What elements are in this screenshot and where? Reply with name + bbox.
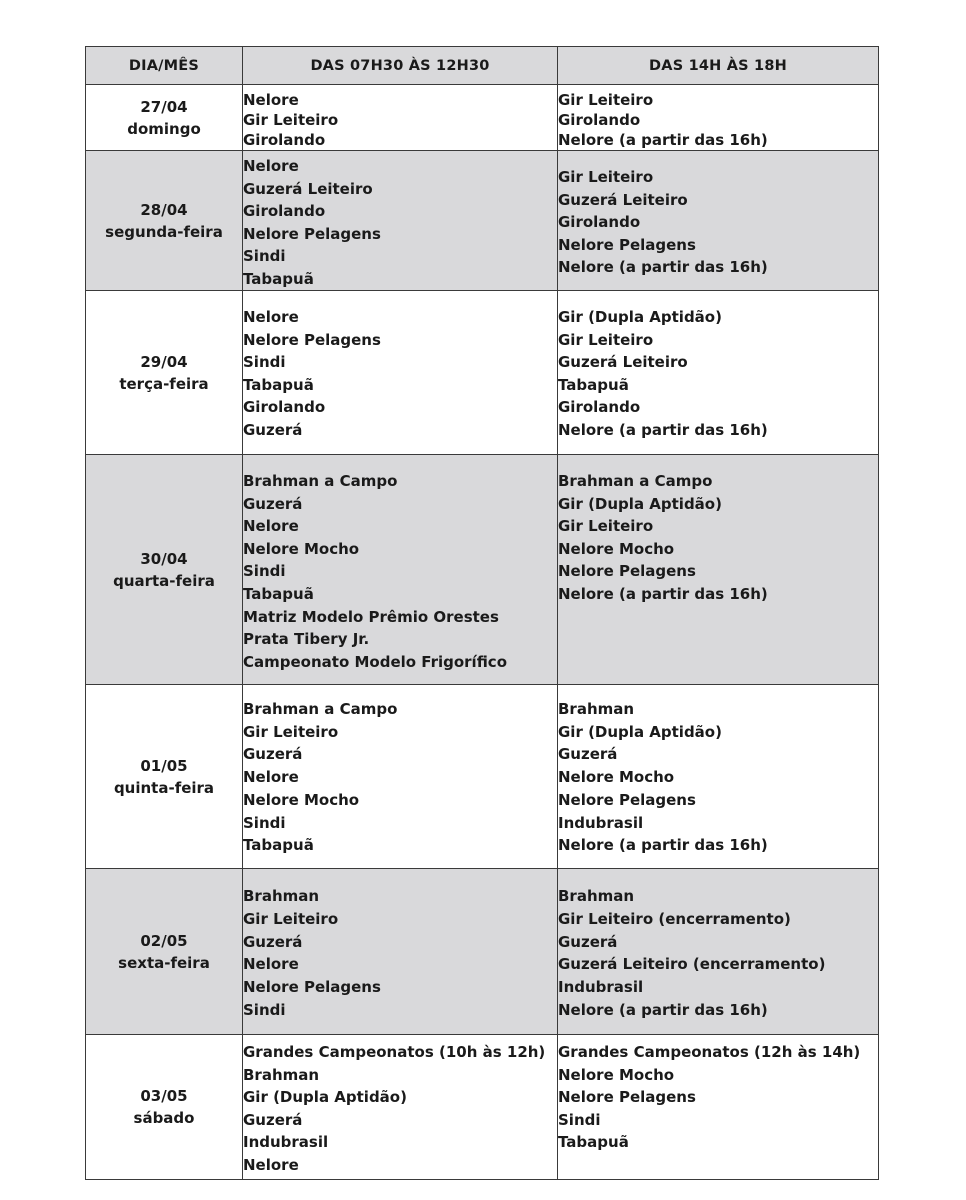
day-cell xyxy=(86,1035,243,1180)
breed-item: Indubrasil xyxy=(558,813,644,832)
breed-item: Gir (Dupla Aptidão) xyxy=(558,494,722,513)
breed-item: Nelore Mocho xyxy=(243,790,360,809)
weekday-label: domingo xyxy=(127,119,201,138)
breed-item: Sindi xyxy=(243,813,286,832)
breed-item: Matriz Modelo Prêmio Orestes xyxy=(243,607,499,626)
breed-item: Brahman xyxy=(243,887,320,905)
breed-item: Guzerá xyxy=(558,932,618,951)
table-row xyxy=(86,869,879,1035)
header-row xyxy=(86,47,879,85)
breed-item: Nelore xyxy=(243,157,299,175)
date-label: 01/05 xyxy=(140,756,188,775)
date-label: 30/04 xyxy=(140,549,188,568)
table-body xyxy=(86,85,879,1180)
morning-cell xyxy=(243,151,558,291)
breed-item: Nelore Pelagens xyxy=(243,978,381,997)
breed-item: Tabapuã xyxy=(243,836,314,855)
breed-item: Tabapuã xyxy=(243,375,314,394)
header-afternoon: DAS 14H ÀS 18H xyxy=(558,47,879,85)
morning-cell xyxy=(243,85,558,151)
morning-breed-list xyxy=(243,306,557,442)
afternoon-breed-list xyxy=(558,470,878,606)
breed-item: Gir Leiteiro xyxy=(558,517,654,536)
weekday-label: segunda-feira xyxy=(105,222,223,241)
day-cell xyxy=(86,85,243,151)
breed-item: Girolando xyxy=(558,398,641,417)
breed-item: Nelore Mocho xyxy=(243,539,360,558)
breed-item: Gir (Dupla Aptidão) xyxy=(558,308,722,326)
breed-item: Prata Tibery Jr. xyxy=(243,630,370,649)
breed-item: Nelore xyxy=(243,517,299,536)
afternoon-cell xyxy=(558,685,879,869)
weekday-label: terça-feira xyxy=(119,374,209,393)
morning-breed-list xyxy=(243,470,557,673)
afternoon-cell xyxy=(558,1035,879,1180)
breed-item: Nelore xyxy=(243,91,299,109)
breed-item: Nelore Mocho xyxy=(558,768,675,787)
breed-item: Gir (Dupla Aptidão) xyxy=(558,722,722,741)
breed-item: Nelore xyxy=(243,768,299,787)
afternoon-cell xyxy=(558,85,879,151)
breed-item: Brahman a Campo xyxy=(558,472,713,490)
table-row xyxy=(86,1035,879,1180)
afternoon-cell xyxy=(558,151,879,291)
breed-item: Nelore (a partir das 16h) xyxy=(558,836,768,855)
morning-breed-list xyxy=(243,1041,557,1177)
afternoon-breed-list xyxy=(558,306,878,442)
breed-item: Gir Leiteiro (encerramento) xyxy=(558,909,791,928)
breed-item: Gir (Dupla Aptidão) xyxy=(243,1088,407,1107)
morning-cell xyxy=(243,291,558,455)
breed-item: Gir Leiteiro xyxy=(558,168,654,186)
breed-item: Brahman xyxy=(558,887,635,905)
breed-item: Guzerá Leiteiro xyxy=(558,190,688,209)
breed-item: Nelore Mocho xyxy=(558,539,675,558)
date-label: 29/04 xyxy=(140,352,188,371)
afternoon-breed-list xyxy=(558,166,878,279)
breed-item: Brahman xyxy=(243,1065,320,1084)
breed-item: Gir Leiteiro xyxy=(243,722,339,741)
breed-item: Gir Leiteiro xyxy=(558,330,654,349)
breed-item: Girolando xyxy=(243,398,326,417)
weekday-label: sábado xyxy=(133,1109,195,1127)
date-label: 27/04 xyxy=(140,97,188,116)
day-cell xyxy=(86,685,243,869)
breed-item: Gir Leiteiro xyxy=(558,91,654,109)
breed-item: Nelore xyxy=(243,955,299,974)
breed-item: Brahman xyxy=(558,700,635,718)
afternoon-breed-list xyxy=(558,698,878,857)
breed-item: Guzerá xyxy=(243,1110,303,1129)
breed-item: Girolando xyxy=(243,131,326,149)
breed-item: Nelore Pelagens xyxy=(243,224,381,243)
breed-item: Sindi xyxy=(558,1110,601,1129)
afternoon-breed-list xyxy=(558,885,878,1022)
morning-cell xyxy=(243,455,558,685)
afternoon-cell xyxy=(558,291,879,455)
table-row xyxy=(86,455,879,685)
breed-item: Sindi xyxy=(243,247,286,265)
breed-item: Nelore Pelagens xyxy=(558,235,696,254)
breed-item: Girolando xyxy=(243,202,326,220)
day-cell xyxy=(86,455,243,685)
breed-item: Nelore Mocho xyxy=(558,1065,675,1084)
breed-item: Sindi xyxy=(243,353,286,372)
table-header xyxy=(86,47,879,85)
day-cell xyxy=(86,151,243,291)
breed-item: Girolando xyxy=(558,111,641,129)
morning-breed-list xyxy=(243,885,557,1022)
breed-item: Guzerá xyxy=(243,494,303,513)
afternoon-cell xyxy=(558,455,879,685)
breed-item: Guzerá Leiteiro xyxy=(243,179,373,198)
breed-item: Grandes Campeonatos (12h às 14h) xyxy=(558,1043,861,1061)
table-row xyxy=(86,85,879,151)
table-row xyxy=(86,685,879,869)
breed-item: Nelore (a partir das 16h) xyxy=(558,131,768,149)
breed-item: Guzerá xyxy=(243,932,303,951)
weekday-label: quinta-feira xyxy=(113,778,215,797)
breed-item: Brahman a Campo xyxy=(243,472,398,490)
breed-item: Girolando xyxy=(558,213,641,231)
table-row xyxy=(86,291,879,455)
day-cell xyxy=(86,869,243,1035)
breed-item: Grandes Campeonatos (10h às 12h) xyxy=(243,1043,546,1061)
breed-item: Sindi xyxy=(243,562,286,581)
table-row xyxy=(86,151,879,291)
morning-cell xyxy=(243,685,558,869)
breed-item: Nelore (a partir das 16h) xyxy=(558,1000,768,1019)
breed-item: Nelore (a partir das 16h) xyxy=(558,258,768,276)
morning-breed-list xyxy=(243,155,557,290)
breed-item: Tabapuã xyxy=(243,269,314,288)
breed-item: Guzerá Leiteiro xyxy=(558,353,688,372)
breed-item: Nelore xyxy=(243,1155,299,1174)
breed-item: Nelore (a partir das 16h) xyxy=(558,420,768,439)
header-morning: DAS 07H30 ÀS 12H30 xyxy=(243,47,558,85)
date-label: 02/05 xyxy=(140,931,188,950)
breed-item: Gir Leiteiro xyxy=(243,909,339,928)
day-cell xyxy=(86,291,243,455)
breed-item: Guzerá xyxy=(243,420,303,439)
morning-cell xyxy=(243,869,558,1035)
afternoon-cell xyxy=(558,869,879,1035)
schedule-table xyxy=(85,46,879,1180)
afternoon-breed-list xyxy=(558,1041,878,1154)
date-label: 03/05 xyxy=(140,1087,188,1105)
breed-item: Campeonato Modelo Frigorífico xyxy=(243,652,508,671)
morning-cell xyxy=(243,1035,558,1180)
weekday-label: sexta-feira xyxy=(118,953,210,972)
breed-item: Guzerá xyxy=(243,745,303,764)
breed-item: Tabapuã xyxy=(558,375,629,394)
weekday-label: quarta-feira xyxy=(113,571,215,590)
breed-item: Tabapuã xyxy=(558,1133,629,1152)
breed-item: Indubrasil xyxy=(558,978,644,997)
morning-breed-list xyxy=(243,90,557,150)
breed-item: Nelore Pelagens xyxy=(558,1088,696,1107)
breed-item: Guzerá xyxy=(558,745,618,764)
morning-breed-list xyxy=(243,698,557,857)
header-day-month: DIA/MÊS xyxy=(86,47,243,85)
breed-item: Tabapuã xyxy=(243,584,314,603)
breed-item: Nelore Pelagens xyxy=(558,562,696,581)
breed-item: Brahman a Campo xyxy=(243,700,398,718)
breed-item: Nelore (a partir das 16h) xyxy=(558,584,768,603)
breed-item: Nelore Pelagens xyxy=(558,790,696,809)
breed-item: Guzerá Leiteiro (encerramento) xyxy=(558,955,826,974)
breed-item: Nelore Pelagens xyxy=(243,330,381,349)
breed-item: Indubrasil xyxy=(243,1133,329,1152)
date-label: 28/04 xyxy=(140,200,188,219)
breed-item: Sindi xyxy=(243,1000,286,1019)
afternoon-breed-list xyxy=(558,90,878,150)
breed-item: Nelore xyxy=(243,308,299,326)
breed-item: Gir Leiteiro xyxy=(243,111,339,129)
